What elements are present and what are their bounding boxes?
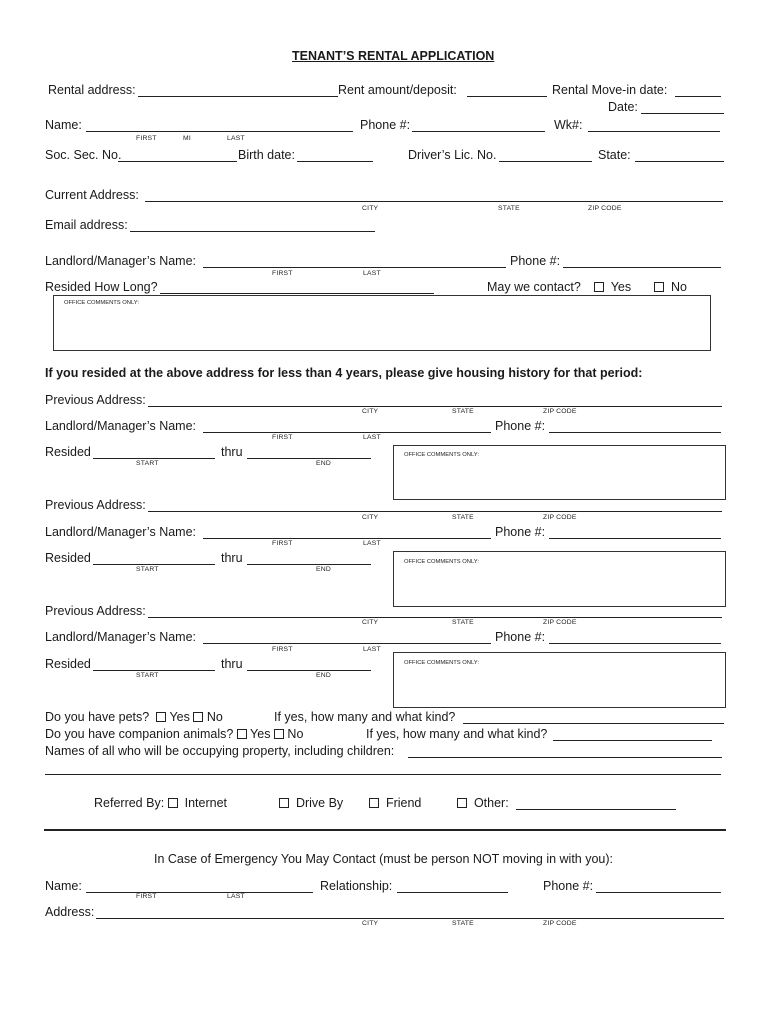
- rent-amount-field[interactable]: [467, 96, 547, 97]
- relationship-field[interactable]: [397, 892, 508, 893]
- end-sublabel: END: [316, 460, 331, 467]
- previous-address-field[interactable]: [148, 617, 722, 618]
- resided-label: Resided: [45, 445, 91, 459]
- office-comments-label: OFFICE COMMENTS ONLY:: [404, 559, 479, 565]
- checkbox-icon[interactable]: [274, 729, 284, 739]
- resided-start-field[interactable]: [93, 564, 215, 565]
- state-sublabel: STATE: [452, 619, 474, 626]
- phone-label: Phone #:: [495, 525, 546, 539]
- office-comments-label: OFFICE COMMENTS ONLY:: [404, 452, 479, 458]
- office-comments-box[interactable]: [53, 295, 711, 351]
- first-sublabel: FIRST: [272, 540, 293, 547]
- end-sublabel: END: [316, 566, 331, 573]
- wk-field[interactable]: [588, 131, 720, 132]
- pets-label: Do you have pets?: [45, 710, 150, 724]
- first-sublabel: FIRST: [136, 893, 157, 900]
- start-sublabel: START: [136, 672, 159, 679]
- office-comments-label: OFFICE COMMENTS ONLY:: [404, 660, 479, 666]
- last-sublabel: LAST: [363, 540, 381, 547]
- occupants-label: Names of all who will be occupying property, including children:: [45, 744, 395, 758]
- resided-end-field[interactable]: [247, 458, 371, 459]
- phone-field[interactable]: [412, 131, 545, 132]
- resided-label: Resided: [45, 551, 91, 565]
- emergency-address-label: Address:: [45, 905, 95, 919]
- resided-end-field[interactable]: [247, 670, 371, 671]
- city-sublabel: CITY: [362, 408, 379, 415]
- landlord-label: Landlord/Manager’s Name:: [45, 254, 197, 268]
- resided-end-field[interactable]: [247, 564, 371, 565]
- checkbox-icon[interactable]: [168, 798, 178, 808]
- thru-label: thru: [221, 657, 243, 671]
- start-sublabel: START: [136, 460, 159, 467]
- phone-field[interactable]: [549, 643, 721, 644]
- start-sublabel: START: [136, 566, 159, 573]
- date-label: Date:: [608, 100, 638, 114]
- ssn-label: Soc. Sec. No.: [45, 148, 122, 162]
- resided-how-long-field[interactable]: [160, 293, 434, 294]
- no-label: No: [206, 710, 223, 724]
- drivers-lic-label: Driver’s Lic. No.: [408, 148, 497, 162]
- birth-date-field[interactable]: [297, 161, 373, 162]
- zip-sublabel: ZIP CODE: [588, 205, 622, 212]
- previous-address-label: Previous Address:: [45, 604, 146, 618]
- checkbox-icon[interactable]: [156, 712, 166, 722]
- emergency-name-field[interactable]: [86, 892, 313, 893]
- companion-followup-label: If yes, how many and what kind?: [366, 727, 548, 741]
- birth-date-label: Birth date:: [238, 148, 295, 162]
- rental-address-label: Rental address:: [48, 83, 136, 97]
- drive-by-label: Drive By: [295, 796, 344, 810]
- state-label: State:: [598, 148, 631, 162]
- landlord-field[interactable]: [203, 432, 491, 433]
- landlord-field[interactable]: [203, 538, 491, 539]
- history-heading: If you resided at the above address for less than 4 years, please give housing history for that period:: [45, 366, 643, 380]
- thru-label: thru: [221, 445, 243, 459]
- landlord-label: Landlord/Manager’s Name:: [45, 525, 197, 539]
- first-sublabel: FIRST: [272, 646, 293, 653]
- landlord-field[interactable]: [203, 643, 491, 644]
- state-field[interactable]: [635, 161, 724, 162]
- city-sublabel: CITY: [362, 205, 379, 212]
- city-sublabel: CITY: [362, 619, 379, 626]
- occupants-field[interactable]: [408, 757, 722, 758]
- phone-field[interactable]: [549, 432, 721, 433]
- landlord-phone-label: Phone #:: [510, 254, 561, 268]
- resided-start-field[interactable]: [93, 458, 215, 459]
- zip-sublabel: ZIP CODE: [543, 408, 577, 415]
- office-comments-box[interactable]: [393, 652, 726, 708]
- previous-address-label: Previous Address:: [45, 498, 146, 512]
- first-sublabel: FIRST: [272, 270, 293, 277]
- last-sublabel: LAST: [227, 893, 245, 900]
- name-label: Name:: [45, 118, 82, 132]
- emergency-address-field[interactable]: [96, 918, 724, 919]
- office-comments-box[interactable]: [393, 551, 726, 607]
- pets-question: [45, 711, 223, 724]
- city-sublabel: CITY: [362, 514, 379, 521]
- companion-question: [45, 728, 303, 741]
- contact-no-option[interactable]: [654, 281, 687, 294]
- zip-sublabel: ZIP CODE: [543, 619, 577, 626]
- phone-label: Phone #:: [360, 118, 411, 132]
- friend-option[interactable]: [369, 797, 421, 810]
- relationship-label: Relationship:: [320, 879, 393, 893]
- mi-sublabel: MI: [183, 135, 191, 142]
- rental-address-field[interactable]: [138, 96, 338, 97]
- yes-label: Yes: [250, 727, 271, 741]
- resided-label: Resided: [45, 657, 91, 671]
- state-sublabel: STATE: [452, 514, 474, 521]
- drive-by-option[interactable]: [279, 797, 343, 810]
- emergency-phone-label: Phone #:: [543, 879, 594, 893]
- current-address-label: Current Address:: [45, 188, 139, 202]
- rent-amount-label: Rent amount/deposit:: [338, 83, 457, 97]
- companion-field[interactable]: [553, 740, 712, 741]
- city-sublabel: CITY: [362, 920, 379, 927]
- friend-label: Friend: [385, 796, 422, 810]
- no-label: No: [670, 280, 687, 294]
- checkbox-icon[interactable]: [594, 282, 604, 292]
- referred-by-text: Referred By:: [94, 796, 165, 810]
- landlord-label: Landlord/Manager’s Name:: [45, 419, 197, 433]
- checkbox-icon[interactable]: [237, 729, 247, 739]
- resided-how-long-label: Resided How Long?: [45, 280, 158, 294]
- thru-label: thru: [221, 551, 243, 565]
- internet-label: Internet: [184, 796, 227, 810]
- may-we-contact-label: May we contact?: [487, 280, 581, 294]
- move-in-field[interactable]: [675, 96, 721, 97]
- end-sublabel: END: [316, 672, 331, 679]
- checkbox-icon[interactable]: [279, 798, 289, 808]
- yes-label: Yes: [610, 280, 632, 294]
- email-field[interactable]: [130, 231, 375, 232]
- other-field[interactable]: [516, 809, 676, 810]
- previous-address-label: Previous Address:: [45, 393, 146, 407]
- first-sublabel: FIRST: [272, 434, 293, 441]
- page-title: TENANT’S RENTAL APPLICATION: [292, 49, 495, 63]
- previous-address-field[interactable]: [148, 406, 722, 407]
- date-field[interactable]: [641, 113, 724, 114]
- wk-label: Wk#:: [554, 118, 583, 132]
- checkbox-icon[interactable]: [369, 798, 379, 808]
- emergency-name-label: Name:: [45, 879, 82, 893]
- state-sublabel: STATE: [452, 408, 474, 415]
- landlord-phone-field[interactable]: [563, 267, 721, 268]
- emergency-phone-field[interactable]: [596, 892, 721, 893]
- last-sublabel: LAST: [363, 646, 381, 653]
- section-divider: [44, 829, 726, 831]
- pets-field[interactable]: [463, 723, 724, 724]
- move-in-label: Rental Move-in date:: [552, 83, 668, 97]
- checkbox-icon[interactable]: [193, 712, 203, 722]
- phone-field[interactable]: [549, 538, 721, 539]
- phone-label: Phone #:: [495, 419, 546, 433]
- companion-label: Do you have companion animals?: [45, 727, 234, 741]
- name-field[interactable]: [86, 131, 353, 132]
- contact-yes-option[interactable]: [594, 281, 631, 294]
- state-sublabel: STATE: [498, 205, 520, 212]
- drivers-lic-field[interactable]: [499, 161, 592, 162]
- yes-label: Yes: [169, 710, 190, 724]
- office-comments-label: OFFICE COMMENTS ONLY:: [64, 300, 139, 306]
- occupants-field-line2[interactable]: [45, 774, 721, 775]
- no-label: No: [287, 727, 304, 741]
- emergency-heading: In Case of Emergency You May Contact (must be person NOT moving in with you):: [154, 852, 614, 866]
- checkbox-icon[interactable]: [654, 282, 664, 292]
- phone-label: Phone #:: [495, 630, 546, 644]
- current-address-field[interactable]: [145, 201, 723, 202]
- zip-sublabel: ZIP CODE: [543, 514, 577, 521]
- last-sublabel: LAST: [363, 434, 381, 441]
- office-comments-box[interactable]: [393, 445, 726, 500]
- checkbox-icon[interactable]: [457, 798, 467, 808]
- pets-followup-label: If yes, how many and what kind?: [274, 710, 456, 724]
- landlord-field[interactable]: [203, 267, 506, 268]
- ssn-field[interactable]: [118, 161, 237, 162]
- landlord-label: Landlord/Manager’s Name:: [45, 630, 197, 644]
- email-label: Email address:: [45, 218, 128, 232]
- resided-start-field[interactable]: [93, 670, 215, 671]
- previous-address-field[interactable]: [148, 511, 722, 512]
- first-sublabel: FIRST: [136, 135, 157, 142]
- other-label: Other:: [473, 796, 509, 810]
- state-sublabel: STATE: [452, 920, 474, 927]
- zip-sublabel: ZIP CODE: [543, 920, 577, 927]
- last-sublabel: LAST: [363, 270, 381, 277]
- referred-by-label: [94, 797, 227, 810]
- last-sublabel: LAST: [227, 135, 245, 142]
- other-option[interactable]: [457, 797, 509, 810]
